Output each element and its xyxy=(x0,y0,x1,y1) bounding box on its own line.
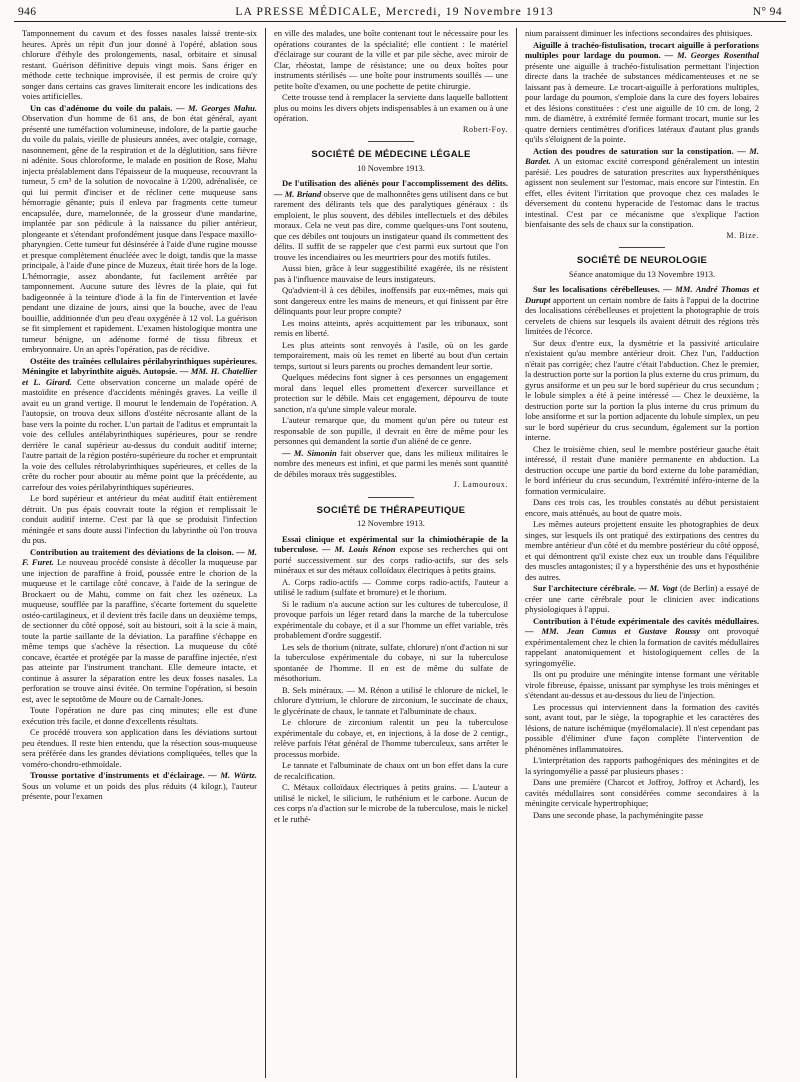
article-title: Trousse portative d'instruments et d'éclairage. xyxy=(30,770,205,780)
paragraph: Aussi bien, grâce à leur suggestibilité exagérée, ils ne résistent pas à l'influence mauvaise de leurs instigateurs. xyxy=(274,263,508,284)
article-text: présente une aiguille à trachéo-fistulisation permettant l'injection directe dans la trachée de substances médicamenteuses et ne se laissant pas à demeure. Le trocart-aiguille à perforations multiples, pour lardage du poumon, s'emploie dans la cure des foyers lobaires et des lésions constituées : c'est une aiguille de 10 cm. de long, 2 mm. de diamètre, à extrémité fermée formant trocart, munie sur les quatre derniers centimètres d'orifices latéraux d'autant plus grands qu'ils s'éloignent de la pointe. xyxy=(525,60,759,144)
article-author: — M. Würtz. xyxy=(208,770,257,780)
article-cerebelleuses xyxy=(525,284,759,337)
article-poudres xyxy=(525,146,759,230)
article-title: Contribution à l'étude expérimentale des cavités médullaires. xyxy=(533,615,759,626)
page-number: 946 xyxy=(18,6,37,18)
column-2 xyxy=(265,28,516,1078)
article-author: — M. Louis Rénon xyxy=(322,544,396,554)
article-text: fait observer que, dans les milieux militaires le nombre des meneurs est infini, et que parmi les menés sont quantité de débiles moraux très suggestibles. xyxy=(274,447,509,479)
article-aiguille xyxy=(525,40,759,145)
article-title: Sur l'architecture cérébrale. xyxy=(533,583,637,593)
paragraph: Si le radium n'a aucune action sur les cultures de tuberculose, il provoque parfois un léger retard dans la marche de la tuberculose expérimentale du cobaye, et il a sur l'homme un effet variable, très probablement d'ordre suggestif. xyxy=(274,598,508,640)
publication-title: LA PRESSE MÉDICALE, Mercredi, 19 Novembre 1913 xyxy=(235,6,554,18)
paragraph: Ce procédé trouvera son application dans les déviations surtout peu étendues. Il reste bien entendu, que la résection sous-muqueuse sera préférée dans les grandes déviations compliquées, telles que la voméro-chondro-ethmoïdale. xyxy=(22,727,257,769)
signature: J. Lamouroux. xyxy=(453,480,508,489)
section-date: Séance anatomique du 13 Novembre 1913. xyxy=(568,268,716,279)
paragraph: Les sels de thorium (nitrate, sulfate, chlorure) n'ont d'action ni sur la tuberculose expérimentale du cobaye, ni sur la tuberculose spontanée de l'homme. Il en est de même du sulfate de mésothorium. xyxy=(274,641,508,683)
column-1 xyxy=(14,28,265,1078)
columns xyxy=(14,28,786,1078)
article-title: Un cas d'adénome du voile du palais. xyxy=(30,102,173,113)
section-divider xyxy=(619,247,665,248)
section-title: SOCIÉTÉ DE THÉRAPEUTIQUE xyxy=(316,504,466,516)
article-adenome xyxy=(22,103,257,355)
article-text: apportent un certain nombre de faits à l'appui de la doctrine des localisations cérébelleuses et projettent la photographie de trois cervelets de chiens sur lesquels ils avaient détruit des régions très limitées de l'écorce. xyxy=(525,294,760,336)
section-date: 10 Novembre 1913. xyxy=(357,162,425,173)
paragraph: Chez le troisième chien, seul le membre postérieur gauche était intéressé, il restait d'une manière permanente en abduction. La destruction occupe une partie du bord externe du lobe paramédian, le bord inférieur du crus secundum, l'extrémité inféro-interne de la formation vermiculaire. xyxy=(525,443,759,496)
article-author: — MM. André Thomas et Durupt xyxy=(525,284,759,305)
paragraph: Qu'advient-il à ces débiles, inoffensifs par eux-mêmes, mais qui sont dangereux entre les mains de meneurs, et qui finissent par être délinquants pour leur propre compte? xyxy=(274,285,508,316)
article-author: — M. Georges Rosenthal xyxy=(664,50,759,60)
section-title: SOCIÉTÉ DE NEUROLOGIE xyxy=(576,255,708,266)
paragraph: Dans une seconde phase, la pachyméningite passe xyxy=(533,809,704,820)
paragraph: Cette trousse tend à remplacer la serviette dans laquelle ballottent plus ou moins les divers objets indispensables à un examen ou à une opération. xyxy=(274,92,508,123)
paragraph: Ils ont pu produire une méningite intense formant une véritable virole fibreuse, épaisse, unissant par symphyse les trois méninges et s'étendant au-dessus et au-dessous du lieu de l'injection. xyxy=(525,669,759,700)
article-title: Sur les localisations cérébelleuses. xyxy=(533,284,660,294)
article-author: — MM. Jean Camus et Gustave Roussy xyxy=(525,626,700,636)
paragraph: Les plus atteints sont renvoyés à l'asile, où on les garde temporairement, mais où les remet en liberté au bout d'un certain temps, surtout si leurs parents ou proches demandent leur sortie. xyxy=(274,339,508,371)
page-header xyxy=(14,6,786,22)
paragraph: Le tannate et l'albuminate de chaux ont un bon effet dans la cure de recalcification. xyxy=(274,760,508,781)
paragraph: C. Métaux colloïdaux électriques à petits grains. — L'auteur a utilisé le nickel, le silicium, le ruthénium et le carbone. Aucun de ces corps n'a d'action sur le microbe de la tuberculose, mais le nickel et le ruthé- xyxy=(274,782,508,824)
article-text: observe que de malhonnêtes gens utilisent dans ce but rarement des délirants tels que des paralytiques généraux : ils emploient, le plus souvent, des débiles intellectuels et des débiles moraux. Cela ne veut pas dire, comme quelques-uns l'ont soutenu, que ces débiles ont toujours un instigateur quand ils commettent des délits. Il suffit de se rappeler que c'est parmi eux surtout que l'on trouve les incendiaires ou les meurtriers pour des motifs futiles. xyxy=(274,188,509,262)
article-author: — M. Bardet. xyxy=(525,145,759,166)
paragraph: Toute l'opération ne dure pas cinq minutes; elle est d'une exécution très facile, et donne d'excellents résultats. xyxy=(22,705,257,726)
article-text: expose ses recherches qui ont porté successivement sur des corps radio-actifs, sur des sels minéraux et sur des métaux colloïdaux électriques à petits grains. xyxy=(274,544,509,575)
paragraph: nium paraissent diminuer les infections secondaires des phtisiques. xyxy=(525,28,753,38)
signature: Robert-Foy. xyxy=(463,124,508,134)
article-alienes xyxy=(274,178,508,262)
article-architecture xyxy=(525,583,759,615)
article-title: Ostéite des traînées cellulaires périlabyrinthiques supérieures. Méningite et labyrinthite aiguës. Autopsie. xyxy=(22,355,257,376)
article-text: ont provoqué expérimentalement chez le chien la formation de cavités médullaires rappelant anatomiquement et histologiquement celles de la syringomyélie. xyxy=(525,626,760,668)
article-author: — M. Simonin xyxy=(282,447,337,458)
article-trousse xyxy=(22,770,257,802)
paragraph: Dans une première (Charcot et Joffroy, Joffroy et Achard), les cavités médullaires sont considérées comme secondaires à la méningite cervicale hypertrophique; xyxy=(525,777,759,808)
article-text: Observation d'un homme de 61 ans, de bon état général, ayant présenté une tuméfaction volumineuse, indolore, de la partie gauche du voile du palais, vieille de plusieurs années, avec otalgie, cornage, nasonnement, gêne de la respiration et de la déglutition, sans fièvre ni adénite. Sous chloroforme, le malade en position de Rose, Mahu injecta préalablement dans l'épaisseur de la muqueuse, recouvrant la tumeur, 5 cm³ de la solution de novocaïne à 1/200, adrénalisée, ce qui lui permit d'inciser et de récliner cette muqueuse sans hémorragie gênante; puis il enleva par fragments cette tumeur encapsulée, dure, mamelonnée, de la grosseur d'une mandarine, implantée par son pédicule à la naissance du pilier antérieur, plongeante et s'étendant profondément jusque dans l'espace maxillo-pharyngien. Cette tumeur fut désinsérée à l'aide d'une rugine mousse et presque complètement énucléée avec le doigt, tandis que la masse principale, à l'aide d'une pince de Muzeux, était tirée hors de la loge. L'hémorragie, assez abondante, fut facilement arrêtée par tamponnement. Aucune suture des lèvres de la plaie, qui fut badigeonnée à la teinture d'iode à la fin de l'intervention et lavée pendant une dizaine de jours, ainsi que la bouche, avec de l'eau bouillie, additionnée d'un peu d'eau oxygénée à 12 vol. La guérison se fit simplement et rapidement. L'examen histologique montra une tumeur bénigne, un adénome formé de tissu fibreux et embryonnaire. Un an après l'opération, pas de récidive. xyxy=(22,113,257,354)
article-title: De l'utilisation des aliénés pour l'accomplissement des délits. xyxy=(282,178,508,188)
section-date: 12 Novembre 1913. xyxy=(357,518,425,528)
article-cloison xyxy=(22,547,257,705)
article-cavites xyxy=(525,616,759,669)
paragraph: Les moins atteints, après acquittement par les tribunaux, sont remis en liberté. xyxy=(274,317,508,338)
article-osteite xyxy=(22,356,257,493)
paragraph: B. Sels minéraux. — M. Rénon a utilisé le chlorure de nickel, le chlorure d'yttrium, le chlorure de zirconium, le succinate de chaux, le glycérinate de chaux, le tannate et l'albuminate de chaux. xyxy=(274,684,508,716)
article-title: Contribution au traitement des déviations de la cloison. xyxy=(30,546,234,557)
article-title: Essai clinique et expérimental sur la chimiothérapie de la tuberculose. xyxy=(274,533,508,554)
article-author: — M. Briand xyxy=(274,188,322,199)
article-author: — M. F. Furet. xyxy=(22,546,258,567)
paragraph: L'auteur remarque que, du moment qu'un père ou tuteur est responsable de son pupille, il devrait en être de même pour les personnes qui demandent la sortie d'un aliéné de ce genre. xyxy=(274,415,508,446)
paragraph: Dans ces trois cas, les troubles constatés au début persistaient encore, mais atténués, au bout de quatre mois. xyxy=(525,497,759,518)
signature: M. Bize. xyxy=(726,230,759,240)
article-text: A un estomac excité correspond généralement un intestin parésié. Les poudres de saturation prescrites aux hypersthéniques agissent non seulement sur l'estomac, mais encore sur l'intestin. En effet, elles évitent l'irritation que provoque chez ces malades le déversement du contenu hyperacide de l'estomac dans le tractus intestinal. C'est par ce mécanisme que s'explique l'action bienfaisante des sels de chaux sur la constipation. xyxy=(525,156,759,229)
paragraph: Tamponnement du cavum et des fosses nasales laissé trente-six heures. Après un répit d'un jour donné à l'opéré, ablation sous chlorure d'éthyle des prolongements, nasal, orbitaire et sinusal restant. Guérison définitive depuis vingt mois. Sans ériger en méthode cette technique improvisée, il est permis de croire qu'y songer dans certains cas graves limiterait encore les indications des voies artificielles. xyxy=(22,28,257,101)
paragraph: L'interprétation des rapports pathogéniques des méningites et de la syringomyélie a passé par plusieurs phases : xyxy=(525,755,759,776)
paragraph: A. Corps radio-actifs — Comme corps radio-actifs, l'auteur a utilisé le radium (sulfate et bromure) et le thorium. xyxy=(274,576,508,597)
article-simonin xyxy=(274,448,508,480)
paragraph: Quelques médecins font signer à ces personnes un engagement moral dans lequel elles promettent d'exercer surveillance et protection sur le débile. Mais cet engagement, dépourvu de toute sanction, n'a qu'une simple valeur morale. xyxy=(274,372,508,414)
article-author: — M. Georges Mahu. xyxy=(175,102,257,113)
issue-number: N° 94 xyxy=(752,6,782,18)
paragraph: en ville des malades, une boîte contenant tout le nécessaire pour les opérations courantes de la spécialité; elle contient : le matériel d'éclairage sur courant de la ville et par pile sèche, avec miroir de Clar, rhéostat, lampe de résistance; une ou deux boîtes pour instruments stérilisés — une boîte pour instruments souillés — une petite boîte d'examen, ou une pochette de petite chirurgie. xyxy=(274,28,508,91)
article-text: Sous un volume et un poids des plus réduits (4 kilogr.), l'auteur présente, pour l'examen xyxy=(22,780,257,801)
paragraph: Sur deux d'entre eux, la dysmétrie et la passivité articulaire n'existaient qu'au membre antérieur droit. Chez l'un, l'adduction n'était pas corrigée; chez l'autre c'était l'abduction. Chez le premier, la destruction porte sur la portion la plus externe du crus primum, du gyrus ansiforme et un peu sur le bord supérieur du crus secundum ; le lobule simplex a été à peine intéressé — Chez le deuxième, la destruction porte sur la portion la plus interne du crus primum du lobe ansiforme et sur la portion adjacente du lobule simplex, un peu sur le bord supérieur du crus secundum, également sur la portion interne. xyxy=(525,337,759,442)
article-author: — MM. H. Chatellier et L. Girard. xyxy=(22,366,257,387)
paragraph: Les mêmes auteurs projettent ensuite les photographies de deux singes, sur lesquels ils ont pratiqué des extirpations des centres du membre antérieur d'un côté et du membre postérieur du côté opposé, et qui démontrent qu'il existe chez eux un trouble dans l'équilibre des muscles antagonistes; il y a hypersthénie des uns et hyposthénie des autres. xyxy=(525,519,759,582)
section-divider xyxy=(368,141,414,142)
article-title: Aiguille à trachéo-fistulisation, trocart aiguille à perforations multiples pour lardage du poumon. xyxy=(525,39,759,60)
section-title: SOCIÉTÉ DE MÉDECINE LÉGALE xyxy=(311,149,471,160)
column-3 xyxy=(516,28,767,1078)
paragraph: Le bord supérieur et antérieur du méat auditif était entièrement détruit. Un pus épais couvrait toute la région et remplissait le conduit auditif interne. C'est par là que se produisit l'infection méningée et sans doute aussi l'infection du labyrinthe où l'on trouva du pus. xyxy=(22,493,257,545)
article-text: Cette observation concerne un malade opéré de mastoïdite en présence d'accidents méningés graves. La veille il avait eu un grand vertige. Il mourut le lendemain de l'opération. A l'autopsie, on trouva deux sillons d'ostéite nécrosante allant de la base vers la pointe du rocher. L'un partait de l'aditus et empruntait la voie des cellules antélabyrinthiques supérieures, pour se rendre derrière le canal supérieur au-dessus du conduit auditif interne; l'autre partait de la région postéro-supérieure du rocher et empruntait la voie des cellules rétrolabyrinthiques supérieures, et celles de la crête du rocher pour aboutir au même point que la précédente, au carrefour des voies périlabyrinthiques supérieures. xyxy=(22,376,257,492)
paragraph: Le chlorure de zirconium ralentit un peu la tuberculose expérimentale du cobaye, et, en injections, à la dose de 2 centigr., relève parfois l'état général de l'homme tuberculeux, sans arrêter le processus morbide. xyxy=(274,717,508,759)
paragraph: Les processus qui interviennent dans la formation des cavités sont, avant tout, par le siège, la topographie et les caractères des lésions, de nature ischémique (myélomalacie). Il n'est cependant pas possible d'éliminer d'une façon complète l'intervention de phénomènes inflammatoires. xyxy=(525,701,759,754)
section-divider xyxy=(368,497,414,498)
article-author: — M. Vogt xyxy=(638,583,678,593)
article-chimiotherapie xyxy=(274,534,508,576)
article-title: Action des poudres de saturation sur la constipation. xyxy=(533,145,734,156)
article-text: (de Berlin) a essayé de créer une carte cérébrale pour le clinicien avec indications physiologiques à l'appui. xyxy=(525,583,760,614)
article-text: Le nouveau procédé consiste à décoller la muqueuse par une injection de paraffine à froid, poussée entre le chorion de la muqueuse et le cartilage côté concave, à l'aide de la seringue de Brockaert ou de Mahu, comme on fait chez les ozéneux. La muqueuse, soufflée par la paraffine, s'écarte fortement du squelette ostéo-cartilagineux, et il devient très facile dans un deuxième temps, de sectionner du côté opposé, soit au bistouri, soit à la scie à main, toute la partie saillante de la déviation. La paraffine s'échappe en même temps que s'achève la résection. La muqueuse du côté concave, écartée et protégée par la masse de paraffine injectée, n'est pas atteinte par l'instrument tranchant. Elle demeure intacte, et continue à assurer la séparation entre les deux fosses nasales. La perforation se trouve ainsi évitée. On termine l'opération, si besoin est, avec le septotôme de Moure ou de Carnalt-Jones. xyxy=(22,557,258,704)
